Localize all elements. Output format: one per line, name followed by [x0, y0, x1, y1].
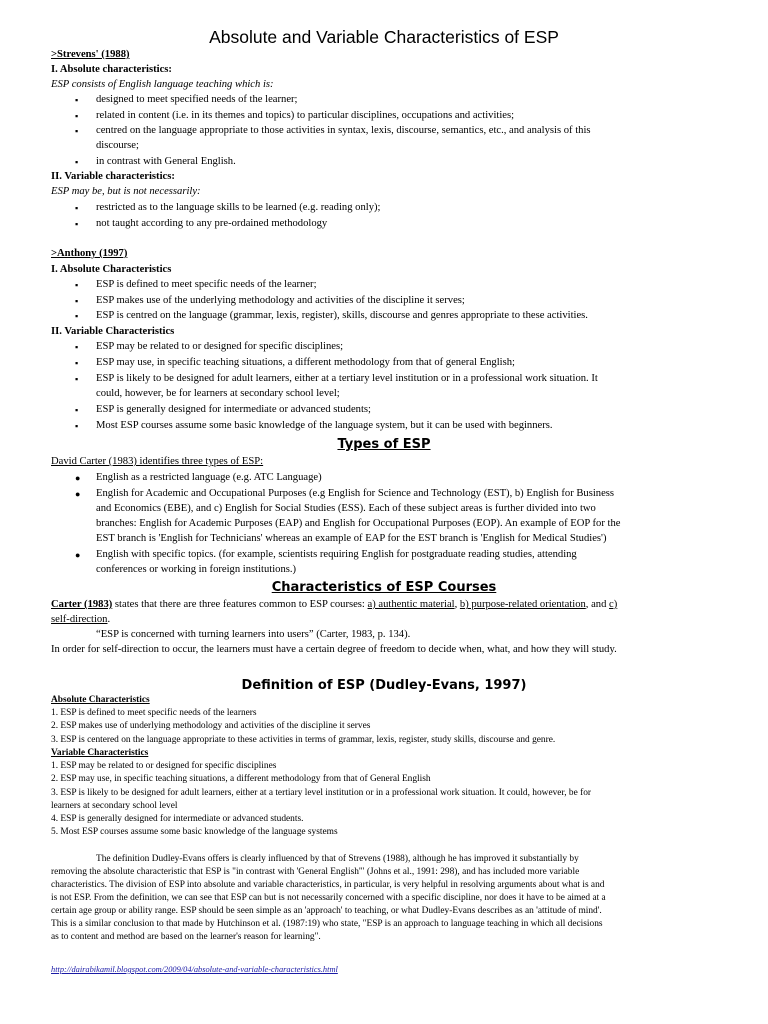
list-item: ESP is defined to meet specific needs of the learner; — [96, 279, 317, 290]
list-item: 3. ESP is likely to be designed for adult learners, either at a tertiary level institution or in a professional work situation. It could, however, be for — [51, 788, 592, 798]
list-item: in contrast with General English. — [96, 156, 236, 167]
feature-self-direction-label: c) — [609, 599, 618, 610]
courses-text: states that there are three features common to ESP courses: — [112, 599, 368, 610]
list-item: related in content (i.e. in its themes and topics) to particular disciplines, occupations and activities; — [96, 110, 515, 121]
bullet-icon: ▪ — [75, 296, 79, 306]
paragraph-line: removing the absolute characteristic that ESP is "in contrast with 'General English'" (Johns et al., 1991: 298), and has included more variable — [51, 867, 580, 877]
courses-statement-continuation — [51, 613, 110, 627]
list-item: 2. ESP makes use of underlying methodology and activities of the discipline it serves — [51, 721, 371, 731]
list-item-continuation: discourse; — [96, 140, 139, 151]
courses-heading: Characteristics of ESP Courses — [271, 580, 497, 595]
list-item: 4. ESP is generally designed for intermediate or advanced students. — [51, 814, 304, 824]
list-item: 5. Most ESP courses assume some basic knowledge of the language systems — [51, 827, 338, 837]
bullet-icon: ▪ — [75, 405, 79, 415]
list-item: 2. ESP may use, in specific teaching situations, a different methodology from that of General English — [51, 774, 431, 784]
types-heading: Types of ESP — [337, 437, 431, 452]
list-item-continuation: learners at secondary school level — [51, 801, 178, 811]
list-item: centred on the language appropriate to those activities in syntax, lexis, discourse, semantics, etc., and analysis of this — [96, 125, 591, 136]
bullet-icon: ● — [75, 550, 81, 560]
bullet-icon: ▪ — [75, 157, 79, 167]
paragraph-line: is not ESP. From the definition, we can see that ESP can but is not necessarily concerned with a specific discipline, nor does it have to be aimed at a — [51, 893, 606, 903]
bullet-icon: ▪ — [75, 219, 79, 229]
list-item: 3. ESP is centered on the language appropriate to these activities in terms of grammar, lexis, register, study skills, discourse and genre. — [51, 735, 556, 745]
list-item: ESP is centred on the language (grammar, lexis, register), skills, discourse and genres appropriate to these activities. — [96, 310, 588, 321]
strevens-absolute-intro: ESP consists of English language teaching which is: — [51, 79, 274, 90]
courses-closing: In order for self-direction to occur, the learners must have a certain degree of freedom to decide when, what, and how they will study. — [51, 644, 617, 655]
bullet-icon: ▪ — [75, 126, 79, 136]
bullet-icon: ▪ — [75, 358, 79, 368]
source-link[interactable]: http://dairabikamil.blogspot.com/2009/04/absolute-and-variable-characteristics.html — [51, 965, 338, 974]
anthony-absolute-heading: I. Absolute Characteristics — [51, 264, 172, 275]
definition-absolute-heading: Absolute Characteristics — [51, 695, 150, 705]
list-item: ESP may be related to or designed for specific disciplines; — [96, 341, 344, 352]
feature-purpose-related: b) purpose-related orientation — [459, 599, 586, 610]
bullet-icon: ▪ — [75, 374, 79, 384]
strevens-heading: >Strevens' (1988) — [51, 49, 130, 60]
feature-authentic-material: a) authentic material — [367, 599, 455, 610]
anthony-variable-heading: II. Variable Characteristics — [51, 326, 175, 337]
list-item: English with specific topics. (for example, scientists requiring English for postgraduate reading studies, attending — [96, 549, 577, 560]
list-item: 1. ESP may be related to or designed for specific disciplines — [51, 761, 277, 771]
definition-variable-heading: Variable Characteristics — [51, 748, 149, 758]
separator: , — [454, 599, 460, 610]
feature-self-direction: self-direction — [51, 614, 108, 625]
strevens-absolute-heading: I. Absolute characteristics: — [51, 64, 172, 75]
list-item: not taught according to any pre-ordained methodology — [96, 218, 328, 229]
paragraph-line: characteristics. The division of ESP into absolute and variable characteristics, in particular, is very helpful in resolving arguments about what is and — [51, 880, 605, 890]
separator: , and — [585, 599, 610, 610]
bullet-icon: ▪ — [75, 280, 79, 290]
bullet-icon: ● — [75, 489, 81, 499]
list-item: designed to meet specified needs of the learner; — [96, 94, 298, 105]
list-item-continuation: branches: English for Academic Purposes (EAP) and English for Occupational Purposes (EOP). An example of EOP for the — [96, 518, 621, 529]
bullet-icon: ● — [75, 473, 81, 483]
carter-quote: “ESP is concerned with turning learners into users” (Carter, 1983, p. 134). — [96, 629, 411, 640]
paragraph-line: certain age group or ability range. ESP should be seen simple as an 'approach' to teaching, or what Dudley-Evans describes as an 'attitude of mind'. — [51, 906, 602, 916]
list-item: ESP may use, in specific teaching situations, a different methodology from that of general English; — [96, 357, 515, 368]
paragraph-line: The definition Dudley-Evans offers is clearly influenced by that of Strevens (1988), although he has improved it substantially by — [96, 854, 579, 864]
list-item: English for Academic and Occupational Purposes (e.g English for Science and Technology (EST), b) English for Business — [96, 488, 615, 499]
page-title: Absolute and Variable Characteristics of ESP — [209, 27, 559, 47]
strevens-variable-intro: ESP may be, but is not necessarily: — [51, 186, 201, 197]
bullet-icon: ▪ — [75, 95, 79, 105]
list-item: Most ESP courses assume some basic knowledge of the language system, but it can be used with beginners. — [96, 420, 553, 431]
list-item: ESP is likely to be designed for adult learners, either at a tertiary level institution or in a professional work situation. It — [96, 373, 598, 384]
paragraph-line: This is a similar conclusion to that made by Hutchinson et al. (1987:19) who state, "ESP is an approach to language teaching in which all decisions — [51, 919, 603, 929]
bullet-icon: ▪ — [75, 311, 79, 321]
list-item: ESP makes use of the underlying methodology and activities of the discipline it serves; — [96, 295, 465, 306]
bullet-icon: ▪ — [75, 421, 79, 431]
bullet-icon: ▪ — [75, 342, 79, 352]
list-item: ESP is generally designed for intermediate or advanced students; — [96, 404, 371, 415]
definition-heading: Definition of ESP (Dudley-Evans, 1997) — [241, 678, 527, 693]
strevens-variable-heading: II. Variable characteristics: — [51, 171, 175, 182]
period: . — [107, 614, 111, 625]
list-item: 1. ESP is defined to meet specific needs of the learners — [51, 708, 257, 718]
bullet-icon: ▪ — [75, 111, 79, 121]
list-item: restricted as to the language skills to be learned (e.g. reading only); — [96, 202, 381, 213]
carter-citation: Carter (1983) — [51, 599, 113, 610]
bullet-icon: ▪ — [75, 203, 79, 213]
anthony-heading: >Anthony (1997) — [51, 248, 128, 259]
types-intro: David Carter (1983) identifies three types of ESP: — [51, 456, 264, 467]
list-item-continuation: conferences or working in foreign institutions.) — [96, 564, 297, 575]
courses-statement — [51, 598, 617, 612]
list-item-continuation: and Economics (EBE), and c) English for Social Studies (ESS). Each of these subject areas is further divided into two — [96, 503, 596, 514]
list-item: English as a restricted language (e.g. ATC Language) — [96, 472, 322, 483]
list-item-continuation: EST branch is 'English for Technicians' whereas an example of EAP for the EST branch is 'English for Medical Studies') — [96, 533, 607, 544]
list-item-continuation: could, however, be for learners at secondary school level; — [96, 388, 340, 399]
paragraph-line: as to content and method are based on the learner's reason for learning". — [51, 932, 321, 942]
